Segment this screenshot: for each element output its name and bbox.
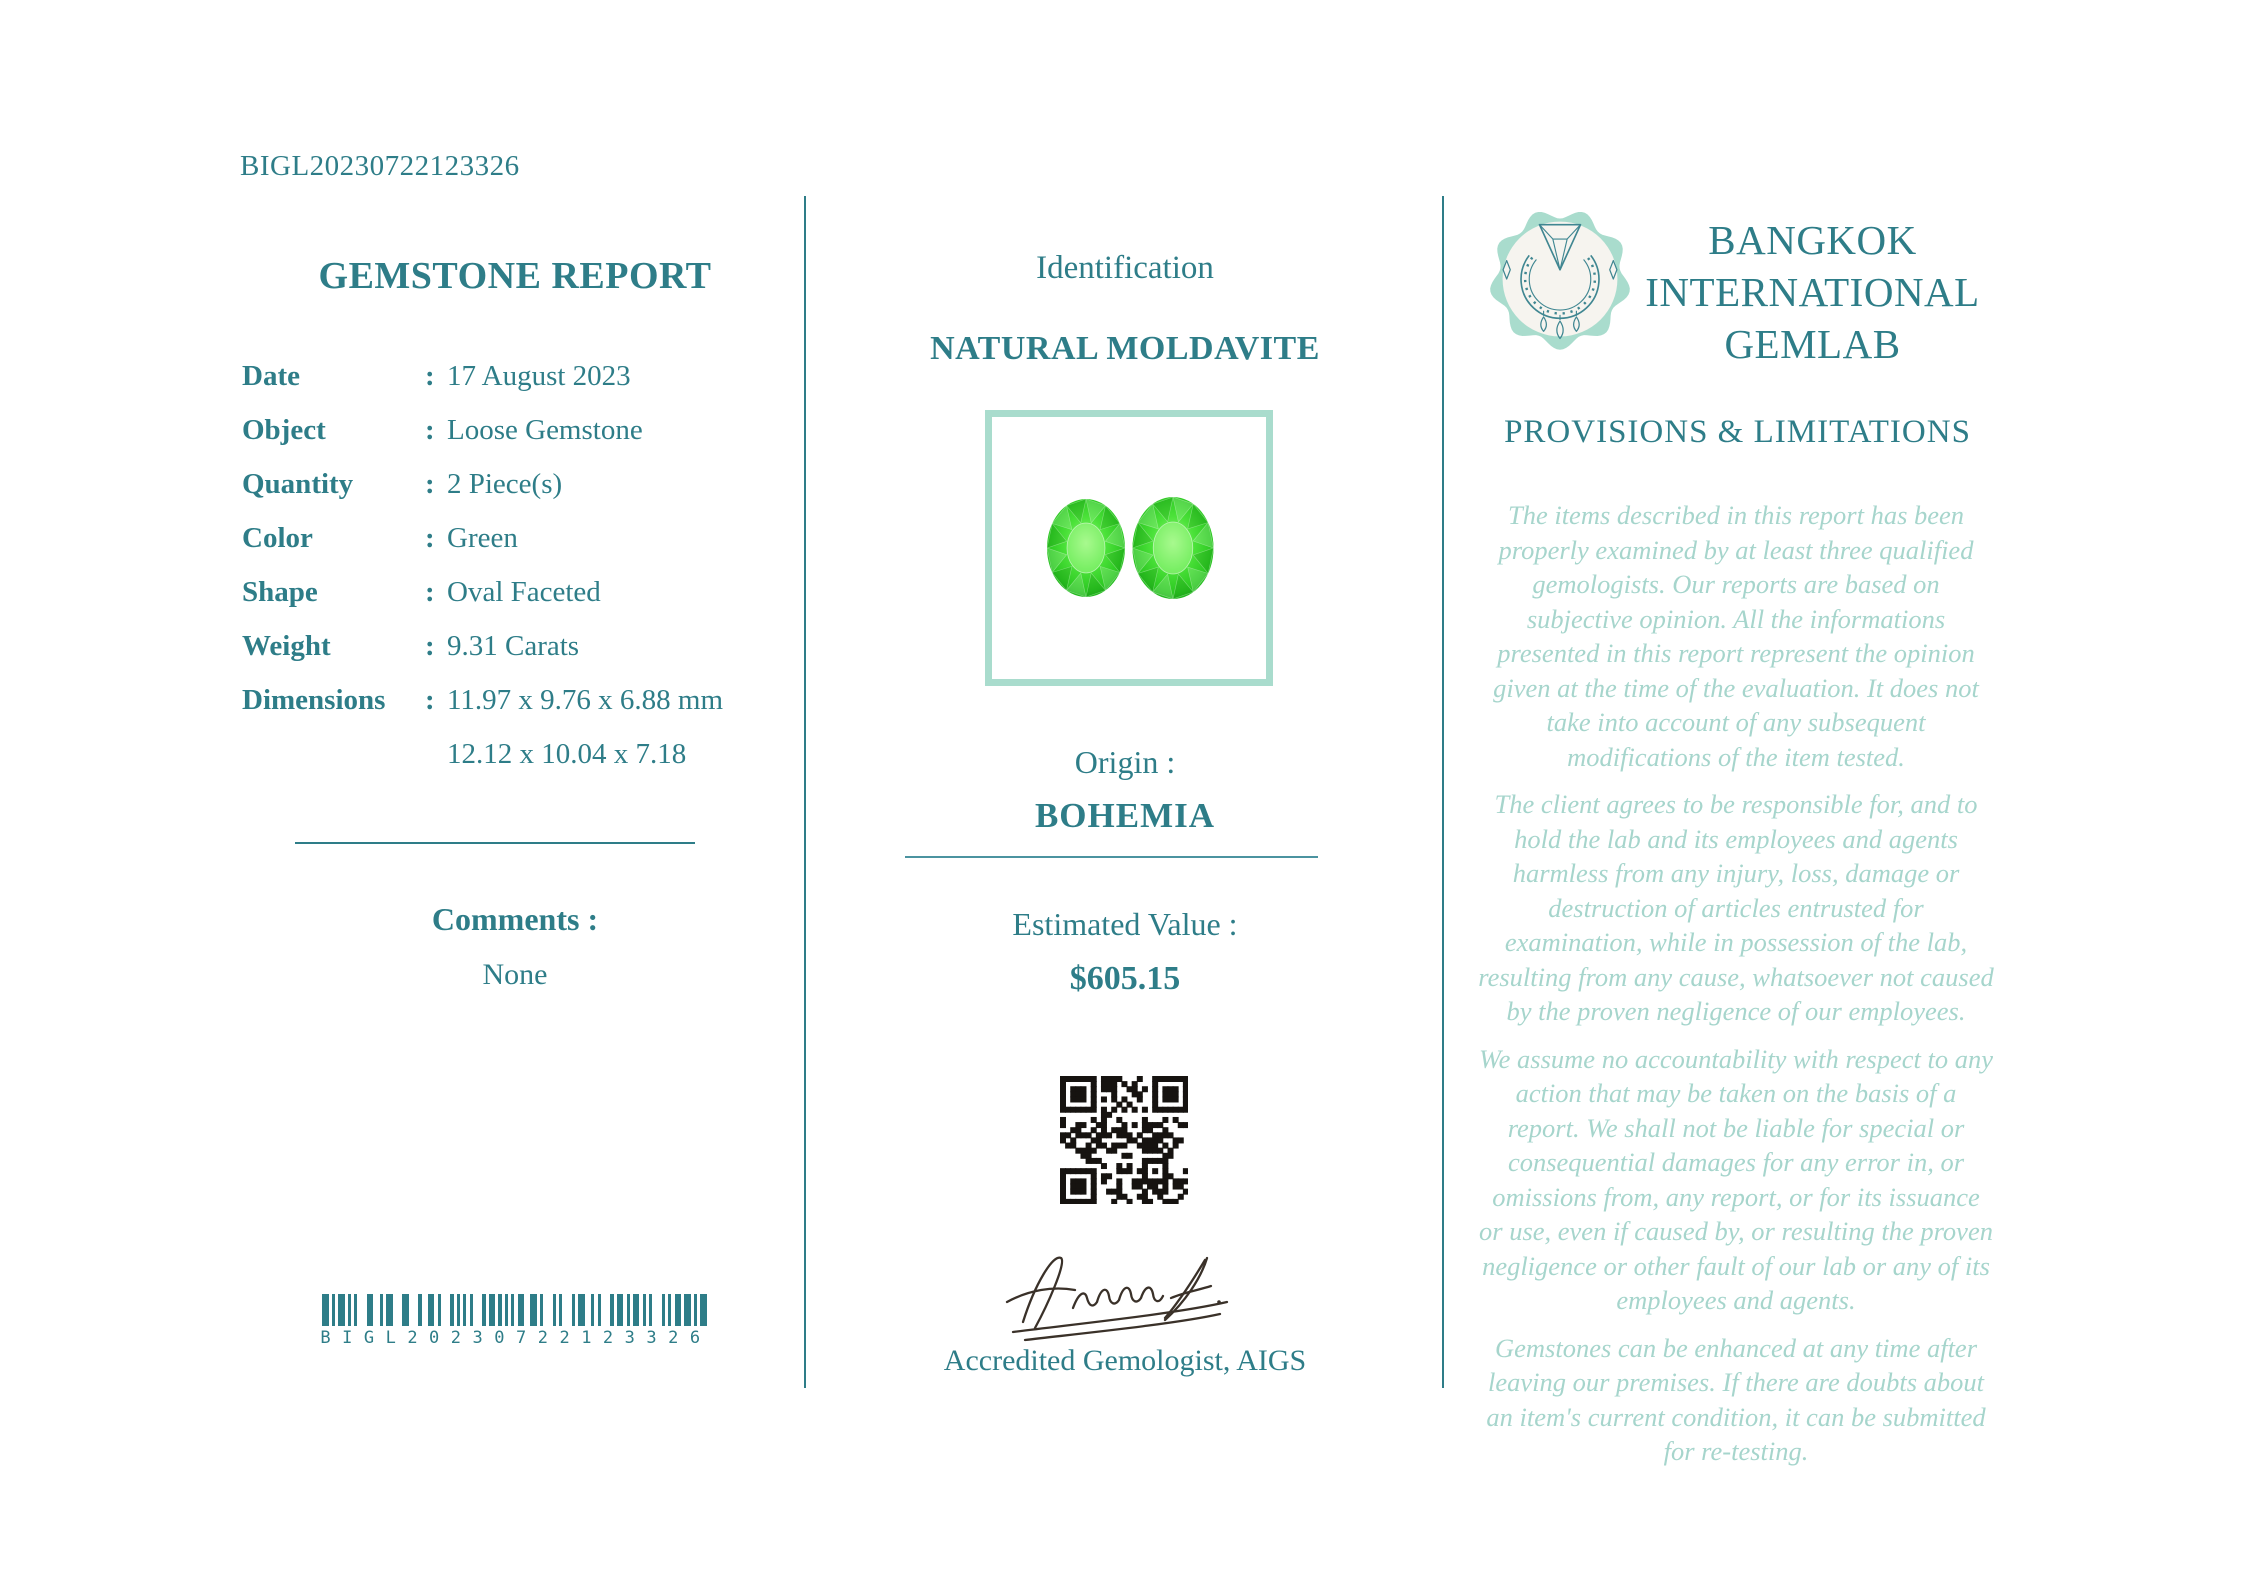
barcode — [320, 1294, 712, 1326]
gemologist-signature — [995, 1236, 1245, 1348]
field-colon: : — [425, 522, 435, 554]
field-label: Date — [242, 360, 300, 392]
provision-paragraph-3: We assume no accountability with respect to any action that may be taken on the basis of a report. We shall not be liable for special or consequential damages for any error in, or omissions from, any report, or for its issuance or use, even if caused by, or resulting the proven negligence or other fault of our lab or any of its employees and agents. — [1479, 1043, 1993, 1315]
field-value: Loose Gemstone — [447, 414, 643, 446]
field-value: 11.97 x 9.76 x 6.88 mm — [447, 684, 724, 716]
comments-heading: Comments : — [431, 901, 599, 937]
page-title: GEMSTONE REPORT — [318, 255, 712, 297]
field-colon: : — [425, 360, 435, 392]
field-value: 2 Piece(s) — [447, 468, 563, 500]
gemologist-title: Accredited Gemologist, AIGS — [943, 1344, 1307, 1377]
left-divider-line — [295, 842, 695, 844]
gemlab-logo-icon — [1485, 198, 1635, 360]
qr-code — [1060, 1076, 1188, 1204]
field-label: Weight — [242, 630, 331, 662]
report-fields — [242, 360, 762, 792]
provision-paragraph-2: The client agrees to be responsible for, and to hold the lab and its employees and agents harmless from any injury, loss, damage or destruction of articles entrusted for examination, while in possession of the lab, resulting from any cause, whatsoever not caused by the proven negligence of our employees. — [1478, 789, 1994, 1026]
field-value: 17 August 2023 — [447, 360, 631, 392]
provisions-heading: PROVISIONS & LIMITATIONS — [1504, 414, 1971, 450]
field-row-shape — [242, 576, 762, 630]
field-label: Dimensions — [242, 684, 386, 716]
field-colon: : — [425, 468, 435, 500]
lab-name-line2: INTERNATIONAL — [1645, 269, 1980, 315]
field-colon: : — [425, 684, 435, 716]
lab-header — [1485, 198, 1990, 370]
lab-name-line3: GEMLAB — [1724, 321, 1901, 367]
provision-paragraph-1: The items described in this report has been properly examined by at least three qualified gemologists. Our reports are based on subjective opinion. All the informations presented in this report represent the opinion given at the time of the evaluation. It does not take into account of any subsequent modifications of the item tested. — [1493, 500, 1979, 772]
field-row-dimensions — [242, 684, 762, 738]
field-colon: : — [425, 576, 435, 608]
field-colon: : — [425, 414, 435, 446]
field-label: Color — [242, 522, 313, 554]
gemstone-right — [1132, 497, 1213, 599]
estimated-value-amount: $605.15 — [1069, 960, 1181, 997]
barcode-block — [320, 1294, 712, 1348]
report-number: BIGL20230722123326 — [240, 150, 520, 182]
barcode-text: BIGL20230722123326 — [320, 1328, 712, 1348]
column-divider-left — [804, 196, 806, 1388]
gem-photo-frame — [985, 410, 1273, 686]
lab-name — [1635, 198, 1990, 370]
lab-name-line1: BANGKOK — [1708, 217, 1917, 263]
field-value: 9.31 Carats — [447, 630, 580, 662]
gem-species: NATURAL MOLDAVITE — [930, 330, 1320, 367]
comments-value: None — [482, 958, 548, 991]
identification-heading: Identification — [1036, 250, 1214, 286]
field-row-dimensions-2 — [242, 738, 762, 792]
middle-divider-line — [905, 856, 1318, 858]
column-divider-right — [1442, 196, 1444, 1388]
field-label: Object — [242, 414, 326, 446]
field-label: Quantity — [242, 468, 354, 500]
estimated-value-heading: Estimated Value : — [1012, 906, 1238, 942]
provision-paragraph-4: Gemstones can be enhanced at any time after leaving our premises. If there are doubts about an item's current condition, it can be submitted for re-testing. — [1486, 1332, 1986, 1466]
field-row-date — [242, 360, 762, 414]
field-row-weight — [242, 630, 762, 684]
field-row-quantity — [242, 468, 762, 522]
provisions-text — [1478, 498, 1994, 1482]
gemstone-left — [1047, 499, 1125, 597]
field-row-color — [242, 522, 762, 576]
field-value: Oval Faceted — [447, 576, 601, 608]
origin-heading: Origin : — [1074, 744, 1176, 780]
origin-value: BOHEMIA — [1034, 796, 1216, 835]
field-value: Green — [447, 522, 518, 554]
field-colon: : — [425, 630, 435, 662]
field-row-object — [242, 414, 762, 468]
field-label: Shape — [242, 576, 318, 608]
field-value: 12.12 x 10.04 x 7.18 — [447, 738, 687, 770]
gem-photo — [1009, 458, 1249, 638]
